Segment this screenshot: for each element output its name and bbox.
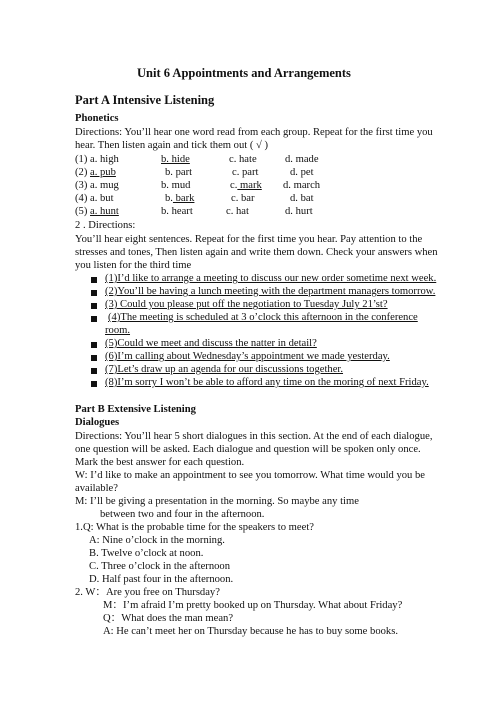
word-option: b. heart: [161, 206, 193, 217]
dialogue-line: W: I’d like to make an appointment to see you tomorrow. What time would you be: [75, 470, 426, 481]
answer-option: C. Three o’clock in the afternoon: [89, 561, 231, 572]
part-a-heading: Part A Intensive Listening: [75, 93, 215, 107]
bullet-icon: [91, 316, 97, 322]
word-option: c. hat: [226, 206, 249, 217]
word-option: c. bar: [231, 193, 255, 204]
answer-option: B. Twelve o’clock at noon.: [89, 548, 204, 559]
answer-option: A: Nine o’clock in the morning.: [89, 535, 225, 546]
word-option: d. pet: [290, 167, 314, 178]
part-b-heading: Part B Extensive Listening: [75, 404, 196, 415]
sentence-item: (8)I’m sorry I won’t be able to afford any time on the moring of next Friday.: [105, 377, 429, 388]
item-number: (2): [75, 167, 91, 178]
phonetics-heading: Phonetics: [75, 113, 119, 124]
page-title: Unit 6 Appointments and Arrangements: [137, 66, 351, 80]
dialogue-line: available?: [75, 483, 118, 494]
directions-text: Mark the best answer for each question.: [75, 457, 245, 468]
directions-label: 2 . Directions:: [75, 220, 136, 231]
word-option: b. mud: [161, 180, 191, 191]
selected-word: a. pub: [90, 167, 116, 178]
directions-text: Directions: You’ll hear 5 short dialogues in this section. At the end of each dialogue,: [75, 431, 433, 442]
directions-text: hear. Then listen again and tick them out ( √ ): [75, 140, 269, 151]
word-option-selected: [75, 205, 119, 218]
bullet-icon: [91, 355, 97, 361]
word-option: c. hate: [229, 154, 257, 165]
word-option: (4) a. but: [75, 193, 114, 204]
word-option: d. made: [285, 154, 319, 165]
bullet-icon: [91, 277, 97, 283]
directions-text: Directions: You’ll hear one word read from each group. Repeat for the first time you: [75, 127, 433, 138]
dialogue-line: M: I’ll be giving a presentation in the morning. So maybe any time: [75, 496, 359, 507]
directions-text: you listen for the third time: [75, 260, 192, 271]
sentence-item: room.: [105, 325, 131, 336]
word-option-selected: b. hide: [161, 154, 190, 165]
word-option: (3) a. mug: [75, 180, 119, 191]
bullet-icon: [91, 290, 97, 296]
bullet-icon: [91, 342, 97, 348]
directions-text: one question will be asked. Each dialogue and question will be spoken only once.: [75, 444, 421, 455]
answer-option: A: He can’t meet her on Thursday because he has to buy some books.: [103, 626, 398, 637]
bullet-icon: [91, 381, 97, 387]
sentence-item: (5)Could we meet and discuss the natter in detail?: [105, 338, 317, 349]
item-number: (5): [75, 206, 91, 217]
word-option: (1) a. high: [75, 154, 119, 165]
dialogue-line: M：I’m afraid I’m pretty booked up on Thursday. What about Friday?: [103, 600, 403, 611]
directions-text: stresses and tones, Then listen again and write them down. Check your answers when: [75, 247, 438, 258]
word-option: b. part: [165, 167, 193, 178]
word-option-selected: [75, 166, 116, 179]
sentence-item: (4)The meeting is scheduled at 3 o’clock this afternoon in the conference: [108, 312, 418, 323]
sentence-item: (3) Could you please put off the negotiation to Tuesday July 21’st?: [105, 299, 388, 310]
word-option: d. bat: [290, 193, 314, 204]
bullet-icon: [91, 303, 97, 309]
word-option: d. hurt: [285, 206, 313, 217]
answer-option: D. Half past four in the afternoon.: [89, 574, 234, 585]
word-option-selected: b. bark: [165, 193, 195, 204]
directions-text: You’ll hear eight sentences. Repeat for the first time you hear. Pay attention to the: [75, 234, 423, 245]
bullet-icon: [91, 368, 97, 374]
dialogue-line: between two and four in the afternoon.: [100, 509, 265, 520]
dialogue-line: 2. W：Are you free on Thursday?: [75, 587, 220, 598]
sentence-item: (1)I’d like to arrange a meeting to discuss our new order sometime next week.: [105, 273, 437, 284]
word-option: d. march: [283, 180, 321, 191]
word-option-selected: c. mark: [230, 180, 262, 191]
sentence-item: (2)You’ll be having a lunch meeting with the department managers tomorrow.: [105, 286, 436, 297]
question: 1.Q: What is the probable time for the speakers to meet?: [75, 522, 314, 533]
word-option: c. part: [232, 167, 259, 178]
selected-word: a. hunt: [90, 206, 119, 217]
question: Q：What does the man mean?: [103, 613, 234, 624]
dialogues-heading: Dialogues: [75, 417, 120, 428]
sentence-item: (6)I’m calling about Wednesday’s appointment we made yesterday.: [105, 351, 390, 362]
sentence-item: (7)Let’s draw up an agenda for our discussions together.: [105, 364, 344, 375]
